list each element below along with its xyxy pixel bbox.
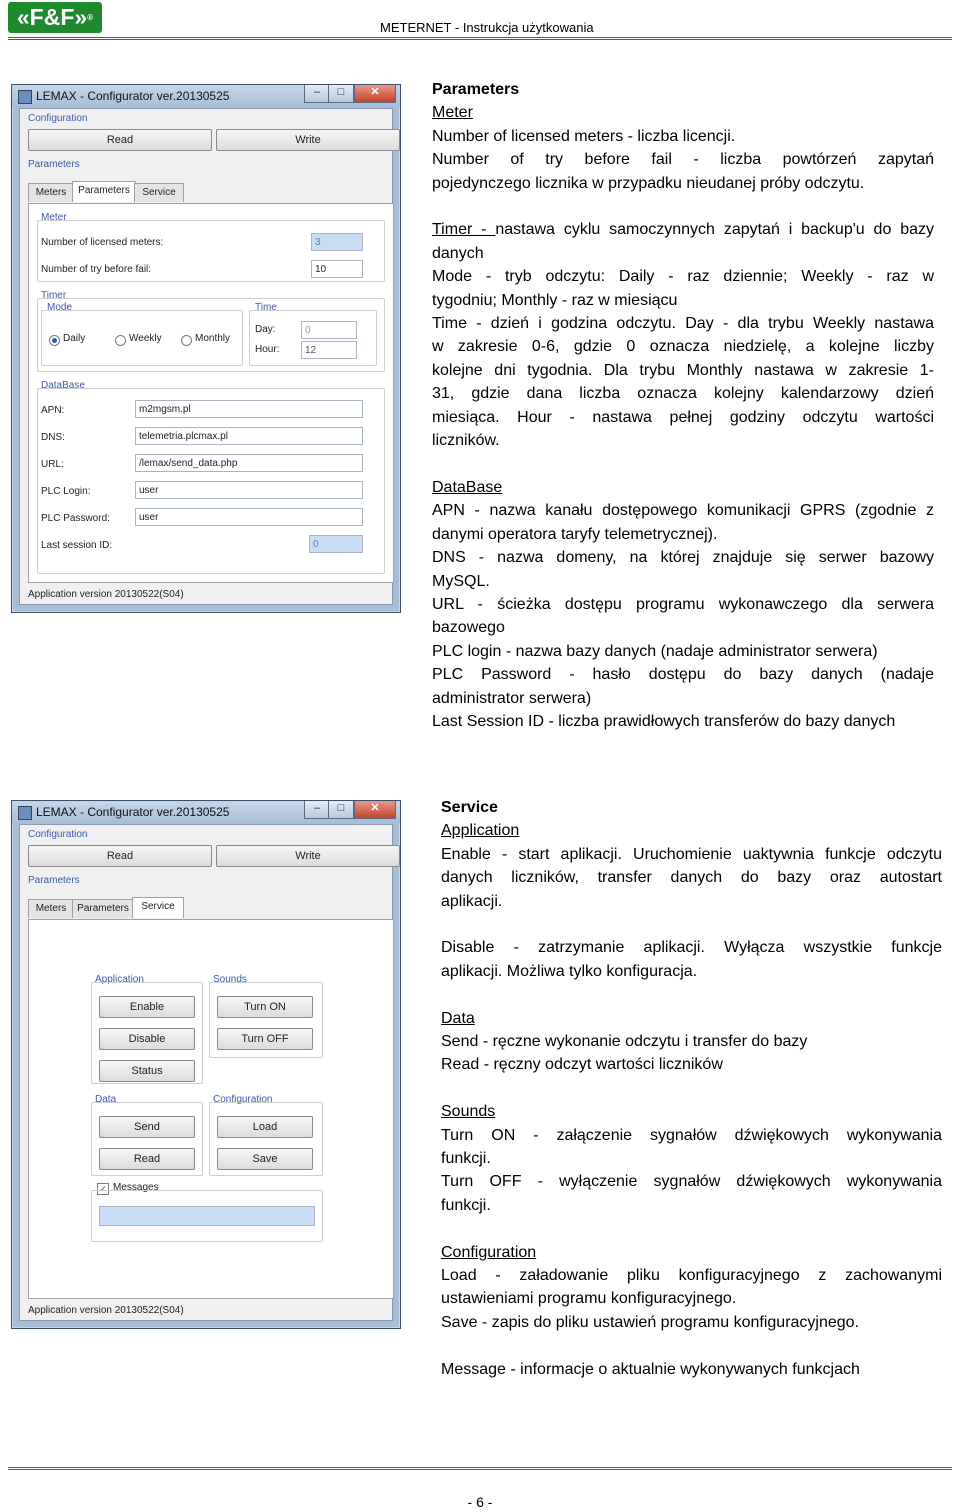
time-line: liczników. (432, 432, 500, 450)
time-line: kolejne dni tygodnia. Dla trybu Monthly nastawa w zakresie 1- (432, 361, 934, 379)
read-button[interactable]: Read (28, 845, 212, 867)
plc-password-line: PLC Password - hasło dostępu do bazy danych (nadaje (432, 666, 934, 684)
read-button[interactable]: Read (28, 129, 212, 151)
disable-button[interactable]: Disable (99, 1028, 195, 1050)
parameters-group-label: Parameters (28, 875, 80, 886)
turn-on-line: Turn ON - załączenie sygnałów dźwiękowych wykonywania (441, 1126, 942, 1144)
save-button[interactable]: Save (217, 1148, 313, 1170)
sounds-subheading: Sounds (441, 1103, 496, 1121)
mode-line: Mode - tryb odczytu: Daily - raz dziennie; Weekly - raz w (432, 268, 934, 286)
window-title: LEMAX - Configurator ver.20130525 (36, 805, 230, 819)
status-bar-version: Application version 20130522(S04) (28, 589, 184, 600)
footer-rule (8, 1467, 952, 1470)
meter-group-label: Meter (41, 212, 67, 223)
mode-group-label: Mode (47, 302, 73, 313)
maximize-button[interactable]: □ (328, 85, 354, 103)
turn-off-line: Turn OFF - wyłączenie sygnałów dźwiękowych wykonywania (441, 1173, 942, 1191)
timer-group-label: Timer (41, 290, 67, 301)
time-group-label: Time (255, 302, 277, 313)
app-icon (18, 806, 32, 820)
configuration-subheading: Configuration (441, 1243, 537, 1261)
application-group-label: Application (95, 974, 144, 985)
window-client (19, 108, 393, 605)
service-tab-pane (28, 919, 394, 1299)
message-line: Message - informacje o aktualnie wykonywanych funkcjach (441, 1360, 860, 1378)
dns-line: MySQL. (432, 572, 490, 590)
load-line: Load - załadowanie pliku konfiguracyjnego z zachowanymi (441, 1267, 942, 1285)
time-line: miesiąca. Hour - nastawa pełnej godziny odczytu wartości (432, 408, 934, 426)
mode-daily-radio[interactable] (49, 335, 60, 346)
mode-monthly-label: Monthly (195, 333, 231, 344)
enable-line: danych liczników, transfer danych do bazy oraz autostart (441, 869, 942, 887)
database-subheading: DataBase (432, 478, 503, 496)
page-number: - 6 - (467, 1494, 493, 1510)
mode-line: tygodniu; Monthly - raz w miesiącu (432, 291, 678, 309)
status-bar-version: Application version 20130522(S04) (28, 1305, 184, 1316)
send-line: Send - ręczne wykonanie odczytu i transfer do bazy (441, 1033, 808, 1051)
licensed-meters-field: 3 (311, 233, 363, 251)
window-client (19, 824, 393, 1321)
apn-line: danymi operatora taryfy telemetrycznej). (432, 525, 718, 543)
apn-line: APN - nazwa kanału dostępowego komunikacji GPRS (zgodnie z (432, 502, 934, 520)
load-line: ustawieniami programu konfiguracyjnego. (441, 1290, 737, 1308)
configurator-window-service (11, 800, 401, 1329)
time-line: w zakresie 0-6, gdzie 0 oznacza niedzielę, a kolejne liczby (432, 338, 934, 356)
configuration-group-label: Configuration (28, 113, 88, 124)
last-session-label: Last session ID: (41, 540, 113, 551)
dns-line: DNS - nazwa domeny, na której znajduje się serwer bazowy (432, 549, 934, 567)
day-input[interactable]: 0 (301, 321, 357, 339)
plc-login-line: PLC login - nazwa bazy danych (nadaje administrator serwera) (432, 642, 878, 660)
timer-line: Timer - nastawa cyklu samoczynnych zapytań i backup'u do bazy (432, 221, 935, 239)
apn-input[interactable]: m2mgsm.pl (135, 400, 363, 418)
tries-label: Number of try before fail: (41, 264, 152, 275)
load-button[interactable]: Load (217, 1116, 313, 1138)
plc-password-label: PLC Password: (41, 513, 110, 524)
tab-service[interactable]: Service (132, 897, 184, 918)
ff-logo: «F&F»® (8, 2, 102, 33)
time-line: Time - dzień i godzina odczytu. Day - dla trybu Weekly nastawa (432, 315, 934, 333)
tries-input[interactable]: 10 (311, 260, 363, 278)
parameters-description (432, 78, 934, 733)
window-titlebar[interactable] (12, 801, 400, 823)
configurator-window-parameters (11, 84, 401, 613)
minimize-button[interactable]: – (304, 801, 330, 819)
last-session-field: 0 (309, 535, 363, 553)
maximize-button[interactable]: □ (328, 801, 354, 819)
parameters-tab-pane (28, 203, 394, 583)
parameters-group-label: Parameters (28, 159, 80, 170)
database-group-label: DataBase (41, 380, 85, 391)
timer-subheading: Timer - (432, 221, 496, 239)
save-line: Save - zapis do pliku ustawień programu konfiguracyjnego. (441, 1313, 860, 1331)
messages-checkbox[interactable]: ✓ (97, 1183, 109, 1195)
send-button[interactable]: Send (99, 1116, 195, 1138)
application-subheading: Application (441, 822, 520, 840)
plc-password-input[interactable]: user (135, 508, 363, 526)
disable-line: Disable - zatrzymanie aplikacji. Wyłącza wszystkie funkcje (441, 939, 942, 957)
meter-line: Number of licensed meters - liczba licencji. (432, 127, 736, 145)
apn-label: APN: (41, 405, 65, 416)
minimize-button[interactable]: – (304, 85, 330, 103)
mode-weekly-label: Weekly (129, 333, 162, 344)
mode-monthly-radio[interactable] (181, 335, 192, 346)
data-group-label: Data (95, 1094, 117, 1105)
window-title: LEMAX - Configurator ver.20130525 (36, 89, 230, 103)
dns-input[interactable]: telemetria.plcmax.pl (135, 427, 363, 445)
window-titlebar[interactable] (12, 85, 400, 107)
meter-line: pojedynczego licznika w przypadku nieudanej próby odczytu. (432, 174, 865, 192)
url-label: URL: (41, 459, 64, 470)
close-button[interactable]: ✕ (354, 801, 396, 819)
tab-parameters[interactable]: Parameters (72, 899, 134, 918)
dns-label: DNS: (41, 432, 65, 443)
mode-daily-label: Daily (63, 333, 86, 344)
configuration-group-label: Configuration (28, 829, 88, 840)
read-data-button[interactable]: Read (99, 1148, 195, 1170)
time-line: 31, gdzie dana liczba oznacza kolejny kalendarzowy dzień (432, 385, 934, 403)
tab-parameters[interactable]: Parameters (72, 181, 136, 202)
write-button[interactable]: Write (216, 129, 400, 151)
url-line: bazowego (432, 619, 505, 637)
plc-password-line: administrator serwera) (432, 689, 592, 707)
status-button[interactable]: Status (99, 1060, 195, 1082)
tab-strip (28, 183, 398, 203)
tab-meters[interactable]: Meters (28, 899, 74, 918)
url-input[interactable]: /lemax/send_data.php (135, 454, 363, 472)
hour-input[interactable]: 12 (301, 341, 357, 359)
licensed-meters-label: Number of licensed meters: (41, 237, 164, 248)
turn-on-button[interactable]: Turn ON (217, 996, 313, 1018)
turn-off-button[interactable]: Turn OFF (217, 1028, 313, 1050)
service-heading: Service (441, 799, 498, 816)
meter-subheading: Meter (432, 104, 473, 122)
url-line: URL - ścieżka dostępu programu wykonawczego dla serwera (432, 595, 934, 613)
parameters-heading: Parameters (432, 81, 520, 98)
enable-button[interactable]: Enable (99, 996, 195, 1018)
tab-strip (28, 899, 398, 919)
app-icon (18, 90, 32, 104)
data-subheading: Data (441, 1009, 475, 1027)
turn-on-line: funkcji. (441, 1150, 491, 1168)
enable-line: Enable - start aplikacji. Uruchomienie uaktywnia funkcje odczytu (441, 845, 942, 863)
day-label: Day: (255, 324, 276, 335)
meter-line: Number of try before fail - liczba powtórzeń zapytań (432, 151, 934, 169)
configuration-file-group-label: Configuration (213, 1094, 273, 1105)
document-title: METERNET - Instrukcja użytkowania (380, 20, 594, 35)
last-session-line: Last Session ID - liczba prawidłowych transferów do bazy danych (432, 712, 896, 730)
timer-line: danych (432, 244, 484, 262)
enable-line: aplikacji. (441, 892, 503, 910)
plc-login-input[interactable]: user (135, 481, 363, 499)
header-rule (8, 37, 952, 40)
turn-off-line: funkcji. (441, 1196, 491, 1214)
plc-login-label: PLC Login: (41, 486, 91, 497)
tab-service[interactable]: Service (134, 183, 184, 202)
hour-label: Hour: (255, 344, 280, 355)
sounds-group-label: Sounds (213, 974, 247, 985)
read-line: Read - ręczny odczyt wartości liczników (441, 1056, 723, 1074)
tab-meters[interactable]: Meters (28, 183, 74, 202)
disable-line: aplikacji. Możliwa tylko konfiguracja. (441, 962, 698, 980)
messages-display (99, 1206, 315, 1226)
messages-label: Messages (113, 1182, 159, 1193)
close-button[interactable]: ✕ (354, 85, 396, 103)
write-button[interactable]: Write (216, 845, 400, 867)
service-description (441, 796, 942, 1381)
mode-weekly-radio[interactable] (115, 335, 126, 346)
